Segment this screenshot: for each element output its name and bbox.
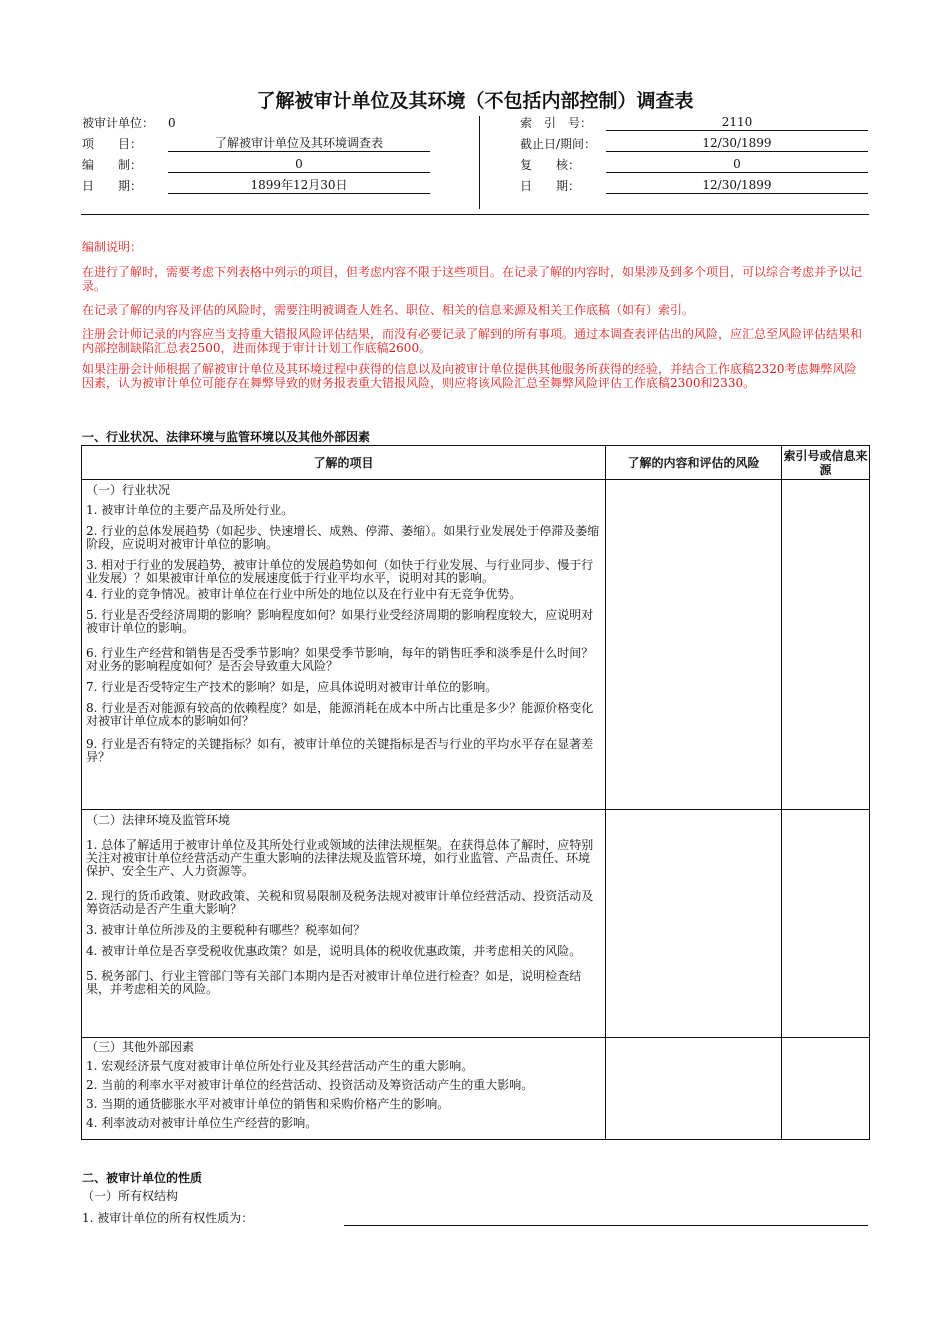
preparer-label: 编 制： (82, 158, 143, 172)
survey-table (81, 445, 870, 1140)
group-title-external: （三）其他外部因素 (86, 1040, 195, 1054)
prep-date-value: 1899年12月30日 (168, 178, 430, 194)
list-item: 9. 行业是否有特定的关键指标？如有，被审计单位的关键指标是否与行业的平均水平存在显著差异？ (86, 737, 594, 764)
list-item: 1. 宏观经济景气度对被审计单位所处行业及其经营活动产生的重大影响。 (86, 1059, 474, 1073)
list-item: 6. 行业生产经营和销售是否受季节影响？如果受季节影响，每年的销售旺季和淡季是什么时间？对业务的影响程度如何？是否会导致重大风险？ (86, 646, 594, 673)
list-item: 2. 当前的利率水平对被审计单位的经营活动、投资活动及筹资活动产生的重大影响。 (86, 1078, 534, 1092)
list-item: 4. 被审计单位是否享受税收优惠政策？如是，说明具体的税收优惠政策，并考虑相关的风险。 (86, 944, 582, 958)
project-value: 了解被审计单位及其环境调查表 (168, 136, 430, 152)
notes-paragraph-4: 如果注册会计师根据了解被审计单位及其环境过程中获得的信息以及向被审计单位提供其他服务所获得的经验，并结合工作底稿2320考虑舞弊风险因素，认为被审计单位可能存在舞弊导致的财务报表重大错报风险，则应将该风险汇总至舞弊风险评估工作底稿2300和2330。 (82, 362, 857, 390)
list-item: 8. 行业是否对能源有较高的依赖程度？如是，能源消耗在成本中所占比重是多少？能源价格变化对被审计单位成本的影响如何？ (86, 701, 594, 728)
index-value: 2110 (606, 115, 868, 131)
period-label: 截止日/期间： (520, 137, 597, 151)
index-label: 索 引 号： (520, 116, 593, 130)
col-header-items: 了解的项目 (82, 446, 606, 480)
project-label: 项 目： (82, 137, 143, 151)
list-item: 3. 被审计单位所涉及的主要税种有哪些？税率如何？ (86, 923, 366, 937)
notes-paragraph-3: 注册会计师记录的内容应当支持重大错报风险评估结果，而没有必要记录了解到的所有事项。通过本调查表评估出的风险，应汇总至风险评估结果和内部控制缺陷汇总表2500，进而体现于审计计划工作底稿2600。 (82, 327, 863, 355)
list-item: 1. 被审计单位的主要产品及所处行业。 (86, 503, 294, 517)
content-cell-external[interactable] (606, 1038, 782, 1140)
table-row-external (82, 1038, 870, 1140)
review-date-label: 日 期： (520, 179, 581, 193)
index-cell-industry[interactable] (782, 480, 870, 810)
table-row-industry (82, 480, 870, 810)
header-bottom-rule (81, 214, 869, 215)
list-item: 3. 当期的通货膨胀水平对被审计单位的销售和采购价格产生的影响。 (86, 1097, 450, 1111)
ownership-nature-label: 1. 被审计单位的所有权性质为： (82, 1211, 254, 1225)
notes-paragraph-2: 在记录了解的内容及评估的风险时，需要注明被调查人姓名、职位、相关的信息来源及相关工作底稿（如有）索引。 (82, 303, 695, 317)
index-cell-legal[interactable] (782, 810, 870, 1038)
content-cell-legal[interactable] (606, 810, 782, 1038)
list-item: 3. 相对于行业的发展趋势，被审计单位的发展趋势如何（如快于行业发展、与行业同步、慢于行业发展）？如果被审计单位的发展速度低于行业平均水平，说明对其的影响。 (86, 558, 594, 585)
table-row-legal (82, 810, 870, 1038)
list-item: 1. 总体了解适用于被审计单位及其所处行业或领域的法律法规框架。在获得总体了解时，应特别关注对被审计单位经营活动产生重大影响的法律法规及监管环境，如行业监管、产品责任、环境保护、安全生产、人力资源等。 (86, 838, 594, 878)
list-item: 2. 行业的总体发展趋势（如起步、快速增长、成熟、停滞、萎缩）。如果行业发展处于停滞及萎缩阶段，应说明对被审计单位的影响。 (86, 524, 600, 551)
review-date-value: 12/30/1899 (606, 178, 868, 194)
client-value: 0 (168, 116, 176, 130)
list-item: 2. 现行的货币政策、财政政策、关税和贸易限制及税务法规对被审计单位经营活动、投资活动及筹资活动是否产生重大影响？ (86, 889, 594, 916)
group-title-industry: （一）行业状况 (86, 483, 171, 497)
section-2-title: 二、被审计单位的性质 (82, 1171, 203, 1185)
page-title: 了解被审计单位及其环境（不包括内部控制）调查表 (256, 90, 694, 112)
section-1-title: 一、行业状况、法律环境与监管环境以及其他外部因素 (82, 430, 371, 444)
preparer-value: 0 (168, 157, 430, 173)
col-header-content: 了解的内容和评估的风险 (606, 446, 782, 480)
notes-paragraph-1: 在进行了解时，需要考虑下列表格中列示的项目，但考虑内容不限于这些项目。在记录了解的内容时，如果涉及到多个项目，可以综合考虑并予以记录。 (82, 265, 863, 293)
period-value: 12/30/1899 (606, 136, 868, 152)
list-item: 5. 行业是否受经济周期的影响？影响程度如何？如果行业受经济周期的影响程度较大，应说明对被审计单位的影响。 (86, 608, 594, 635)
list-item: 7. 行业是否受特定生产技术的影响？如是，应具体说明对被审计单位的影响。 (86, 680, 498, 694)
ownership-subtitle: （一）所有权结构 (82, 1189, 179, 1203)
list-item: 4. 行业的竞争情况。被审计单位在行业中所处的地位以及在行业中有无竞争优势。 (86, 587, 522, 601)
prep-date-label: 日 期： (82, 179, 143, 193)
client-label: 被审计单位： (82, 116, 155, 130)
header-divider (479, 116, 480, 209)
index-cell-external[interactable] (782, 1038, 870, 1140)
notes-heading: 编制说明： (82, 240, 143, 254)
list-item: 5. 税务部门、行业主管部门等有关部门本期内是否对被审计单位进行检查？如是，说明检查结果，并考虑相关的风险。 (86, 969, 582, 996)
reviewer-value: 0 (606, 157, 868, 173)
table-header-row (82, 446, 870, 480)
list-item: 4. 利率波动对被审计单位生产经营的影响。 (86, 1116, 318, 1130)
group-title-legal: （二）法律环境及监管环境 (86, 813, 231, 827)
content-cell-industry[interactable] (606, 480, 782, 810)
ownership-nature-field[interactable] (344, 1225, 868, 1226)
reviewer-label: 复 核： (520, 158, 581, 172)
col-header-index: 索引号或信息来源 (782, 446, 870, 480)
